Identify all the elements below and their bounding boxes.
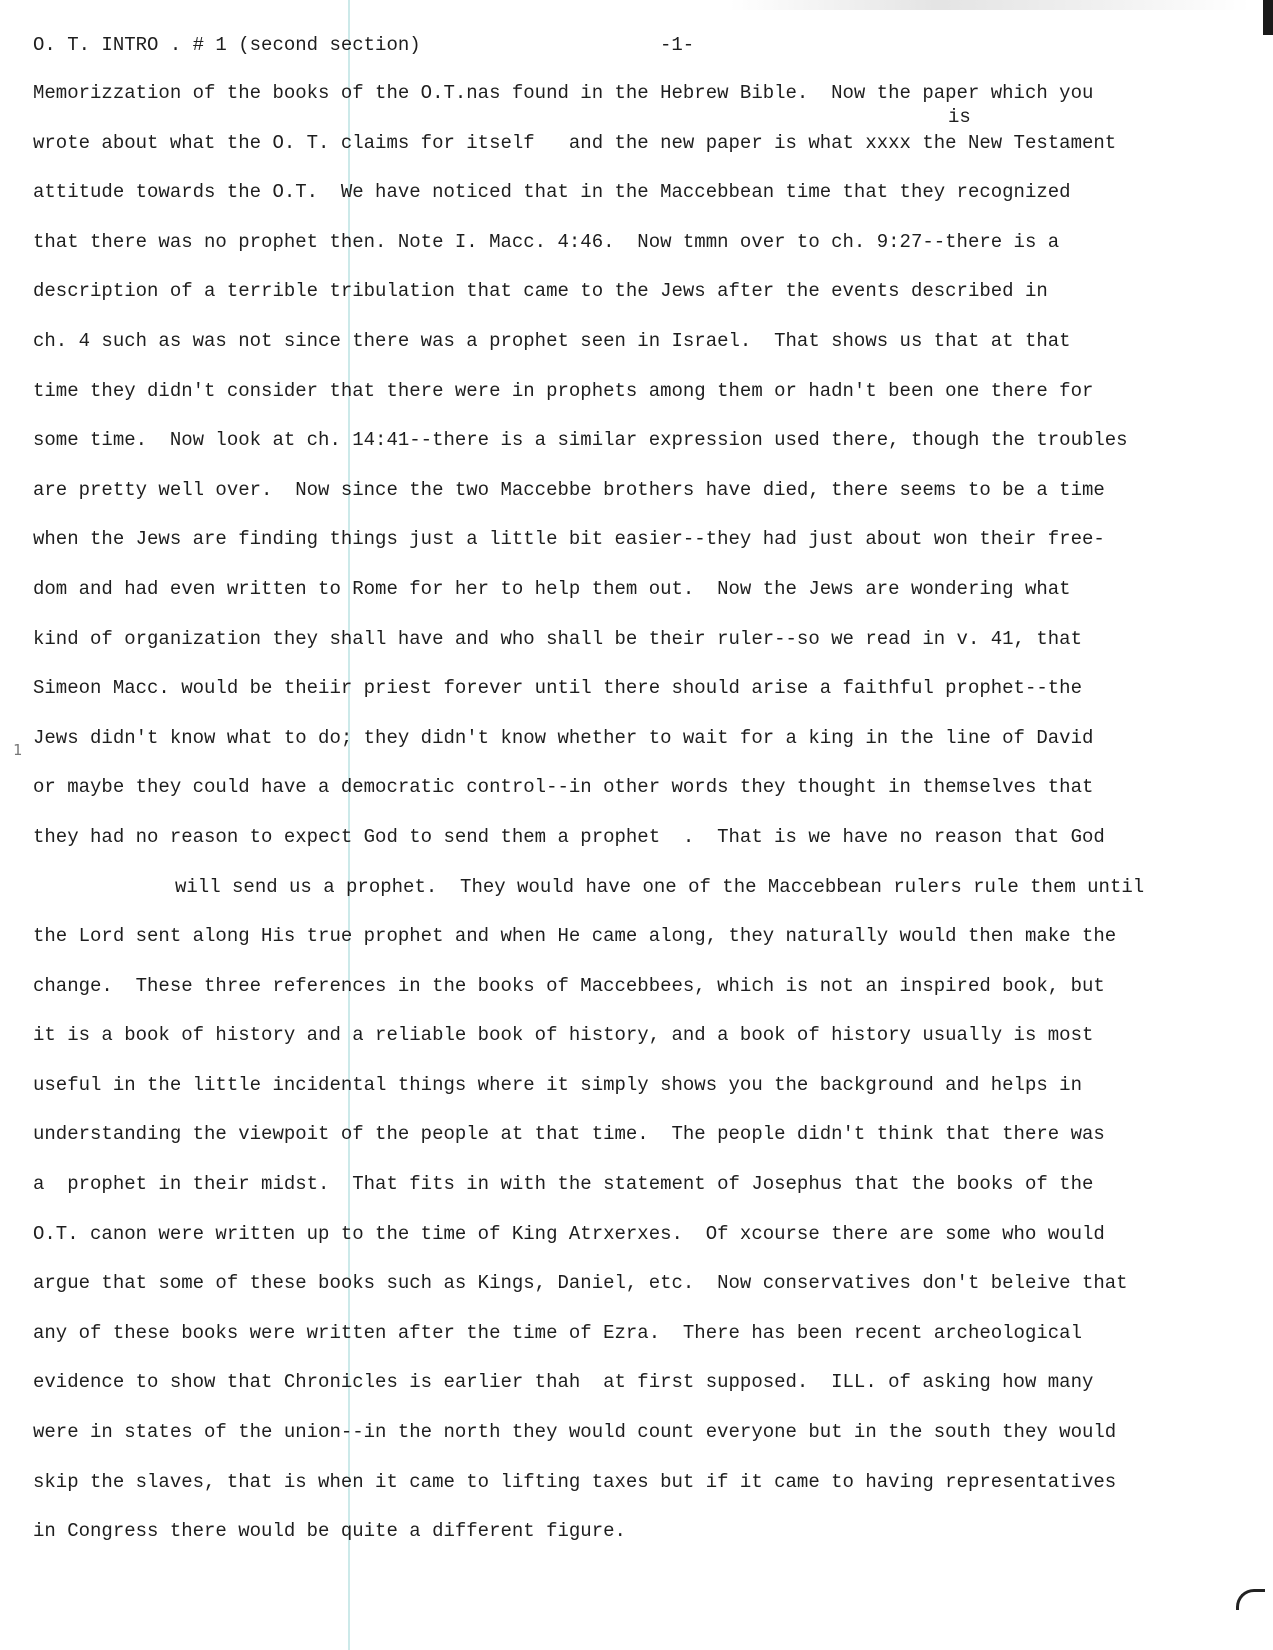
text-line: that there was no prophet then. Note I. Macc. 4:46. Now tmmn over to ch. 9:27--there is a xyxy=(33,230,1060,253)
text-line: are pretty well over. Now since the two Maccebbe brothers have died, there seems to be a time xyxy=(33,478,1105,501)
text-line: Simeon Macc. would be theiir priest forever until there should arise a faithful prophet--the xyxy=(33,677,1082,700)
text-line: or maybe they could have a democratic control--in other words they thought in themselves that xyxy=(33,776,1094,799)
page-number: -1- xyxy=(660,34,695,56)
text-line: Jews didn't know what to do; they didn't know whether to wait for a king in the line of David xyxy=(33,726,1094,749)
text-line: Memorizzation of the books of the O.T.nas found in the Hebrew Bible. Now the paper which you xyxy=(33,82,1094,104)
text-line: understanding the viewpoit of the people at that time. The people didn't think that there was xyxy=(33,1123,1105,1146)
text-line: wrote about what the O. T. claims for itself and the new paper is what xxxx the New Testament xyxy=(33,131,1117,154)
scan-smudge xyxy=(730,0,1250,10)
text-line: it is a book of history and a reliable book of history, and a book of history usually is most xyxy=(33,1024,1094,1047)
text-line: description of a terrible tribulation that came to the Jews after the events described in xyxy=(33,280,1048,303)
text-line: were in states of the union--in the north they would count everyone but in the south they would xyxy=(33,1421,1117,1444)
interlinear-insert: is xyxy=(948,106,971,128)
text-line: when the Jews are finding things just a little bit easier--they had just about won their free- xyxy=(33,528,1105,551)
text-line: some time. Now look at ch. 14:41--there is a similar expression used there, though the troubles xyxy=(33,429,1128,452)
text-line: they had no reason to expect God to send them a prophet . That is we have no reason that God xyxy=(33,825,1105,848)
text-line: attitude towards the O.T. We have noticed that in the Maccebbean time that they recognized xyxy=(33,181,1071,204)
page-heading xyxy=(33,34,1233,60)
text-line: useful in the little incidental things where it simply shows you the background and helps in xyxy=(33,1073,1082,1096)
text-line: the Lord sent along His true prophet and when He came along, they naturally would then make the xyxy=(33,925,1117,948)
scan-edge-mark xyxy=(1263,0,1273,35)
typed-body xyxy=(33,80,1243,1568)
corner-mark xyxy=(1236,1589,1265,1610)
text-line: O.T. canon were written up to the time of King Atrxerxes. Of xcourse there are some who would xyxy=(33,1222,1105,1245)
text-line: change. These three references in the books of Maccebbees, which is not an inspired book, but xyxy=(33,974,1105,997)
text-line: skip the slaves, that is when it came to lifting taxes but if it came to having representatives xyxy=(33,1470,1117,1493)
text-line: argue that some of these books such as Kings, Daniel, etc. Now conservatives don't beleive that xyxy=(33,1272,1128,1295)
text-line: in Congress there would be quite a different figure. xyxy=(33,1520,626,1543)
text-line: time they didn't consider that there were in prophets among them or hadn't been one there for xyxy=(33,379,1094,402)
text-line: kind of organization they shall have and who shall be their ruler--so we read in v. 41, that xyxy=(33,627,1082,650)
text-line: any of these books were written after the time of Ezra. There has been recent archeological xyxy=(33,1321,1082,1344)
text-line-indented: will send us a prophet. They would have one of the Maccebbean rulers rule them until xyxy=(175,875,1145,898)
text-line: a prophet in their midst. That fits in with the statement of Josephus that the books of the xyxy=(33,1173,1094,1196)
text-line: evidence to show that Chronicles is earlier thah at first supposed. ILL. of asking how many xyxy=(33,1371,1094,1394)
margin-mark: 1 xyxy=(13,741,23,759)
document-title: O. T. INTRO . # 1 (second section) xyxy=(33,34,421,56)
text-line: dom and had even written to Rome for her to help them out. Now the Jews are wondering what xyxy=(33,577,1071,600)
text-line: ch. 4 such as was not since there was a prophet seen in Israel. That shows us that at that xyxy=(33,329,1071,352)
